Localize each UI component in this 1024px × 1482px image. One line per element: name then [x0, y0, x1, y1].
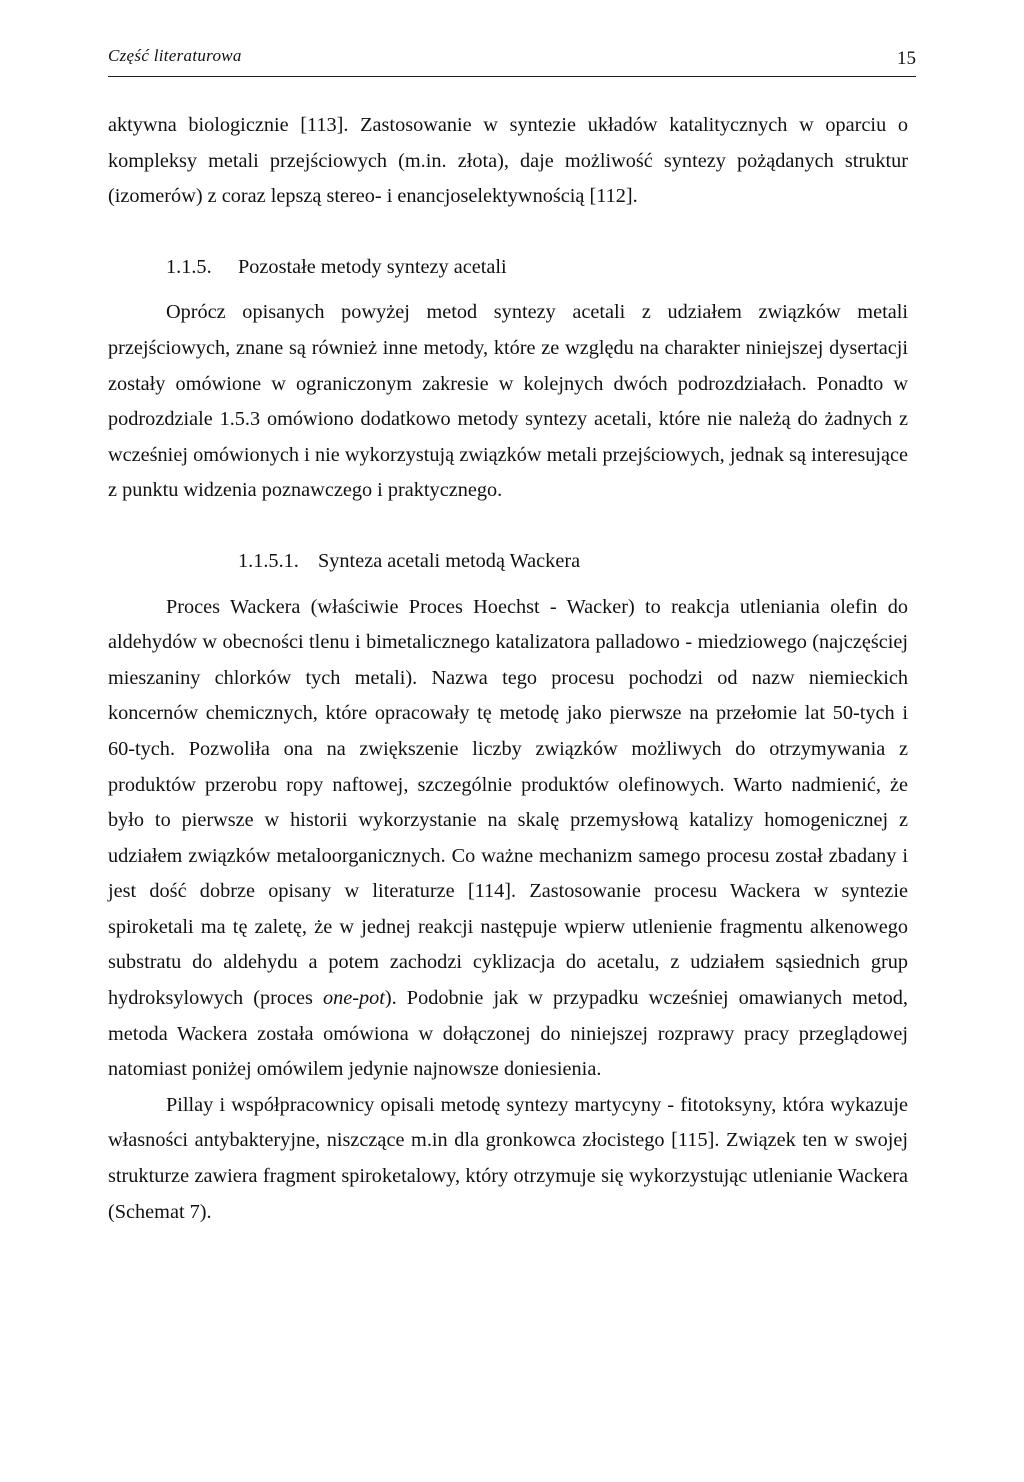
section-heading-1-1-5 [108, 250, 908, 286]
running-header [108, 46, 916, 72]
page-number: 15 [897, 48, 916, 69]
subsection-number: 1.1.5.1. [238, 549, 299, 572]
paragraph-wacker-text-a: Proces Wackera (właściwie Proces Hoechst - Wacker) to reakcja utleniania olefin do aldehydów w obecności tlenu i bimetalicznego katalizatora palladowo - miedziowego (najczęściej mieszaniny chlorków tych metali). Nazwa tego procesu pochodzi od nazw niemieckich koncernów chemicznych, które opracowały tę metodę jako pierwsze na przełomie lat 50-tych i 60-tych. Pozwoliła ona na zwiększenie liczby związków możliwych do otrzymywania z produktów przerobu ropy naftowej, szczególnie produktów olefinowych. Warto nadmienić, że było to pierwsze w historii wykorzystanie na skalę przemysłową katalizy homogenicznej z udziałem związków metaloorganicznych. Co ważne mechanizm samego procesu został zbadany i jest dość dobrze opisany w literaturze [114]. Zastosowanie procesu Wackera w syntezie spiroketali ma tę zaletę, że w jednej reakcji następuje wpierw utlenienie fragmentu alkenowego substratu do aldehydu a potem zachodzi cyklizacja do acetalu, z udziałem sąsiednich grup hydroksylowych (proces [108, 595, 908, 1010]
body-text [108, 108, 908, 1230]
paragraph-continued: aktywna biologicznie [113]. Zastosowanie w syntezie układów katalitycznych w oparciu o kompleksy metali przejściowych (m.in. złota), daje możliwość syntezy pożądanych struktur (izomerów) z coraz lepszą stereo- i enancjoselektywnością [112]. [108, 114, 908, 208]
paragraph-other-methods: Oprócz opisanych powyżej metod syntezy acetali z udziałem związków metali przejściowych, znane są również inne metody, które ze względu na charakter niniejszej dysertacji zostały omówione w ograniczonym zakresie w kolejnych dwóch podrozdziałach. Ponadto w podrozdziale 1.5.3 omówiono dodatkowo metody syntezy acetali, które nie należą do żadnych z wcześniej omówionych i nie wykorzystują związków metali przejściowych, jednak są interesujące z punktu widzenia poznawczego i praktycznego. [108, 301, 908, 502]
section-title: Pozostałe metody syntezy acetali [238, 255, 507, 278]
paragraph-wacker-text-b: ). Podobnie jak w przypadku wcześniej omawianych metod, metoda Wackera została omówiona w dołączonej do niniejszej rozprawy pracy przeglądowej natomiast poniżej omówilem jedynie najnowsze doniesienia. [108, 987, 908, 1081]
header-divider [108, 76, 916, 77]
one-pot-term: one-pot [322, 987, 385, 1010]
subsection-title: Synteza acetali metodą Wackera [318, 549, 581, 572]
subsection-heading-1-1-5-1 [108, 544, 908, 580]
paragraph-wacker-process [108, 590, 908, 1088]
paragraph-pillay: Pillay i współpracownicy opisali metodę syntezy martycyny - fitotoksyny, która wykazuje własności antybakteryjne, niszczące m.in dla gronkowca złocistego [115]. Związek ten w swojej strukturze zawiera fragment spiroketalowy, który otrzymuje się wykorzystując utlenianie Wackera (Schemat 7). [108, 1093, 908, 1223]
header-section-title: Część literaturowa [108, 46, 242, 65]
section-number: 1.1.5. [166, 255, 212, 278]
